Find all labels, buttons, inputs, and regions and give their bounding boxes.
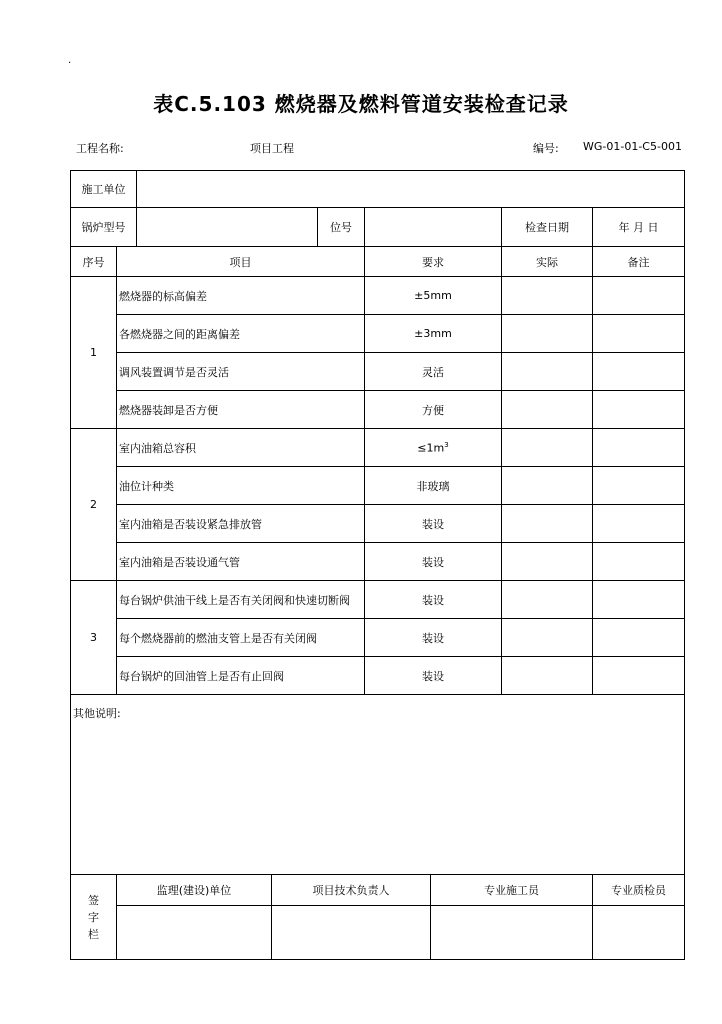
- item-cell: 调风装置调节是否灵活: [117, 353, 365, 391]
- table-row: [71, 657, 685, 695]
- remark-cell[interactable]: [593, 391, 685, 429]
- table-row: [71, 429, 685, 467]
- actual-cell[interactable]: [502, 353, 593, 391]
- requirement-cell: 装设: [365, 581, 502, 619]
- signature-role-constructor: 专业施工员: [431, 875, 593, 906]
- item-cell: 燃烧器装卸是否方便: [117, 391, 365, 429]
- remark-cell[interactable]: [593, 315, 685, 353]
- page-title: 表C.5.103 燃烧器及燃料管道安装检查记录: [153, 92, 569, 116]
- inspection-date-value[interactable]: 年 月 日: [593, 208, 685, 247]
- item-cell: 室内油箱是否装设通气管: [117, 543, 365, 581]
- actual-cell[interactable]: [502, 657, 593, 695]
- table-row: [71, 353, 685, 391]
- inspection-table: [70, 170, 685, 960]
- requirement-superscript: 3: [444, 440, 449, 449]
- signature-box-constructor[interactable]: [431, 906, 593, 960]
- notes-area[interactable]: [71, 695, 685, 875]
- group-seq: 1: [71, 277, 117, 429]
- remark-cell[interactable]: [593, 657, 685, 695]
- item-cell: 燃烧器的标高偏差: [117, 277, 365, 315]
- col-header-remark: 备注: [593, 247, 685, 277]
- project-name-label: 工程名称:: [76, 142, 124, 155]
- actual-cell[interactable]: [502, 277, 593, 315]
- boiler-model-label: 锅炉型号: [71, 208, 137, 247]
- actual-cell[interactable]: [502, 391, 593, 429]
- col-header-requirement: 要求: [365, 247, 502, 277]
- remark-cell[interactable]: [593, 353, 685, 391]
- table-row: [71, 467, 685, 505]
- remark-cell[interactable]: [593, 505, 685, 543]
- table-row: [71, 619, 685, 657]
- corner-mark: ·: [68, 58, 72, 69]
- table-row: [71, 543, 685, 581]
- signature-char: 签: [88, 893, 99, 907]
- actual-cell[interactable]: [502, 505, 593, 543]
- code-value: WG-01-01-C5-001: [583, 140, 682, 153]
- notes-label: 其他说明:: [73, 707, 121, 720]
- item-cell: 每台锅炉供油干线上是否有关闭阀和快速切断阀: [117, 581, 365, 619]
- inspection-date-label: 检查日期: [502, 208, 593, 247]
- item-cell: 每个燃烧器前的燃油支管上是否有关闭阀: [117, 619, 365, 657]
- table-row: [71, 505, 685, 543]
- table-row: [71, 581, 685, 619]
- signature-role-tech-lead: 项目技术负责人: [272, 875, 431, 906]
- actual-cell[interactable]: [502, 619, 593, 657]
- code-label: 编号:: [533, 142, 559, 155]
- remark-cell[interactable]: [593, 429, 685, 467]
- group-seq: 3: [71, 581, 117, 695]
- signature-box-tech-lead[interactable]: [272, 906, 431, 960]
- requirement-cell: 装设: [365, 657, 502, 695]
- requirement-cell: 装设: [365, 543, 502, 581]
- actual-cell[interactable]: [502, 429, 593, 467]
- table-row: [71, 391, 685, 429]
- requirement-text: ≤1m: [417, 441, 445, 455]
- item-cell: 油位计种类: [117, 467, 365, 505]
- remark-cell[interactable]: [593, 277, 685, 315]
- signature-box-supervision[interactable]: [117, 906, 272, 960]
- requirement-cell: ±3mm: [365, 315, 502, 353]
- position-value[interactable]: [365, 208, 502, 247]
- actual-cell[interactable]: [502, 581, 593, 619]
- signature-char: 字: [88, 910, 99, 924]
- requirement-cell: 灵活: [365, 353, 502, 391]
- item-cell: 室内油箱总容积: [117, 429, 365, 467]
- remark-cell[interactable]: [593, 581, 685, 619]
- actual-cell[interactable]: [502, 543, 593, 581]
- unit-label: 施工单位: [71, 171, 137, 208]
- remark-cell[interactable]: [593, 467, 685, 505]
- position-label: 位号: [318, 208, 365, 247]
- requirement-cell: ±5mm: [365, 277, 502, 315]
- remark-cell[interactable]: [593, 543, 685, 581]
- signature-role-supervision: 监理(建设)单位: [117, 875, 272, 906]
- requirement-cell: 装设: [365, 619, 502, 657]
- requirement-cell: [365, 429, 502, 467]
- boiler-model-value[interactable]: [137, 208, 318, 247]
- actual-cell[interactable]: [502, 315, 593, 353]
- table-row: [71, 277, 685, 315]
- unit-value[interactable]: [137, 171, 685, 208]
- project-name-value: 项目工程: [250, 142, 294, 155]
- signature-box-inspector[interactable]: [593, 906, 685, 960]
- item-cell: 各燃烧器之间的距离偏差: [117, 315, 365, 353]
- requirement-cell: 方便: [365, 391, 502, 429]
- col-header-seq: 序号: [71, 247, 117, 277]
- signature-char: 栏: [88, 927, 99, 941]
- col-header-item: 项目: [117, 247, 365, 277]
- item-cell: 每台锅炉的回油管上是否有止回阀: [117, 657, 365, 695]
- item-cell: 室内油箱是否装设紧急排放管: [117, 505, 365, 543]
- requirement-cell: 装设: [365, 505, 502, 543]
- signature-role-inspector: 专业质检员: [593, 875, 685, 906]
- actual-cell[interactable]: [502, 467, 593, 505]
- table-row: [71, 315, 685, 353]
- signature-label: [71, 875, 117, 960]
- remark-cell[interactable]: [593, 619, 685, 657]
- col-header-actual: 实际: [502, 247, 593, 277]
- requirement-cell: 非玻璃: [365, 467, 502, 505]
- group-seq: 2: [71, 429, 117, 581]
